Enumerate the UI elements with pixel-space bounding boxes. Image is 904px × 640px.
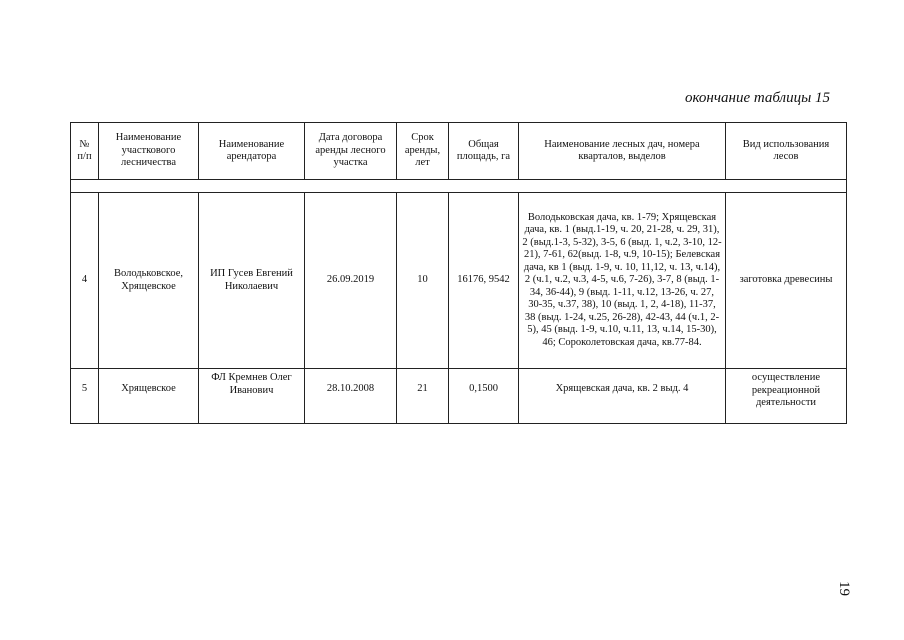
table-header-row: [71, 123, 847, 180]
page-number: 19: [836, 581, 852, 596]
cell-lease-term: 21: [397, 369, 449, 424]
header-contract-date: Дата договора аренды лесного участка: [305, 123, 397, 180]
cell-number: 5: [71, 369, 99, 424]
header-tenant: Наименование арендатора: [199, 123, 305, 180]
cell-total-area: 0,1500: [449, 369, 519, 424]
cell-total-area: 16176, 9542: [449, 193, 519, 369]
table-spacer-row: [71, 180, 847, 193]
table-row: [71, 369, 847, 424]
header-forestry: Наименование участкового лесничества: [99, 123, 199, 180]
cell-contract-date: 26.09.2019: [305, 193, 397, 369]
lease-table: [70, 122, 847, 424]
spacer-cell: [71, 180, 847, 193]
table-caption: окончание таблицы 15: [684, 90, 830, 106]
cell-tenant: ИП Гусев Евгений Николаевич: [199, 193, 305, 369]
cell-dachas: Хрящевская дача, кв. 2 выд. 4: [519, 369, 726, 424]
header-total-area: Общая площадь, га: [449, 123, 519, 180]
cell-usage-type: заготовка древесины: [726, 193, 847, 369]
table-row: [71, 193, 847, 369]
cell-contract-date: 28.10.2008: [305, 369, 397, 424]
header-number: № п/п: [71, 123, 99, 180]
header-dachas: Наименование лесных дач, номера кварталов, выделов: [519, 123, 726, 180]
cell-dachas: Володьковская дача, кв. 1-79; Хрящевская дача, кв. 1 (выд.1-19, ч. 20, 21-28, ч. 29, 31), 2 (выд.1-3, 5-32), 3-5, 6 (выд. 1, ч.2, 3-10, 12-21), 7-61, 62(выд. 1-8, ч.9, 10-15); Белевская дача, кв 1 (выд. 1-9, ч. 10, 11,12, ч. 13, ч.14), 2 (ч.1, ч.2, ч.3, 4-5, ч.6, 7-26), 3-7, 8 (выд. 1-34, 36-44), 9 (выд. 1-11, ч.12, 13-26, ч. 27, 30-35, ч.37, 38), 10 (выд. 1, 2, 4-18), 11-37, 38 (выд. 1-24, ч.25, 26-28), 42-43, 44 (ч.1, 2-5), 45 (выд. 1-9, ч.10, ч.11, 13, ч.14, 15-30), 46; Сороколетовская дача, кв.77-84.: [519, 193, 726, 369]
cell-usage-type: осуществление рекреационной деятельности: [726, 369, 847, 424]
cell-number: 4: [71, 193, 99, 369]
header-usage-type: Вид использования лесов: [726, 123, 847, 180]
cell-forestry: Хрящевское: [99, 369, 199, 424]
cell-tenant: ФЛ Кремнев Олег Иванович: [199, 369, 305, 424]
cell-lease-term: 10: [397, 193, 449, 369]
cell-forestry: Володьковское, Хрящевское: [99, 193, 199, 369]
header-lease-term: Срок аренды, лет: [397, 123, 449, 180]
